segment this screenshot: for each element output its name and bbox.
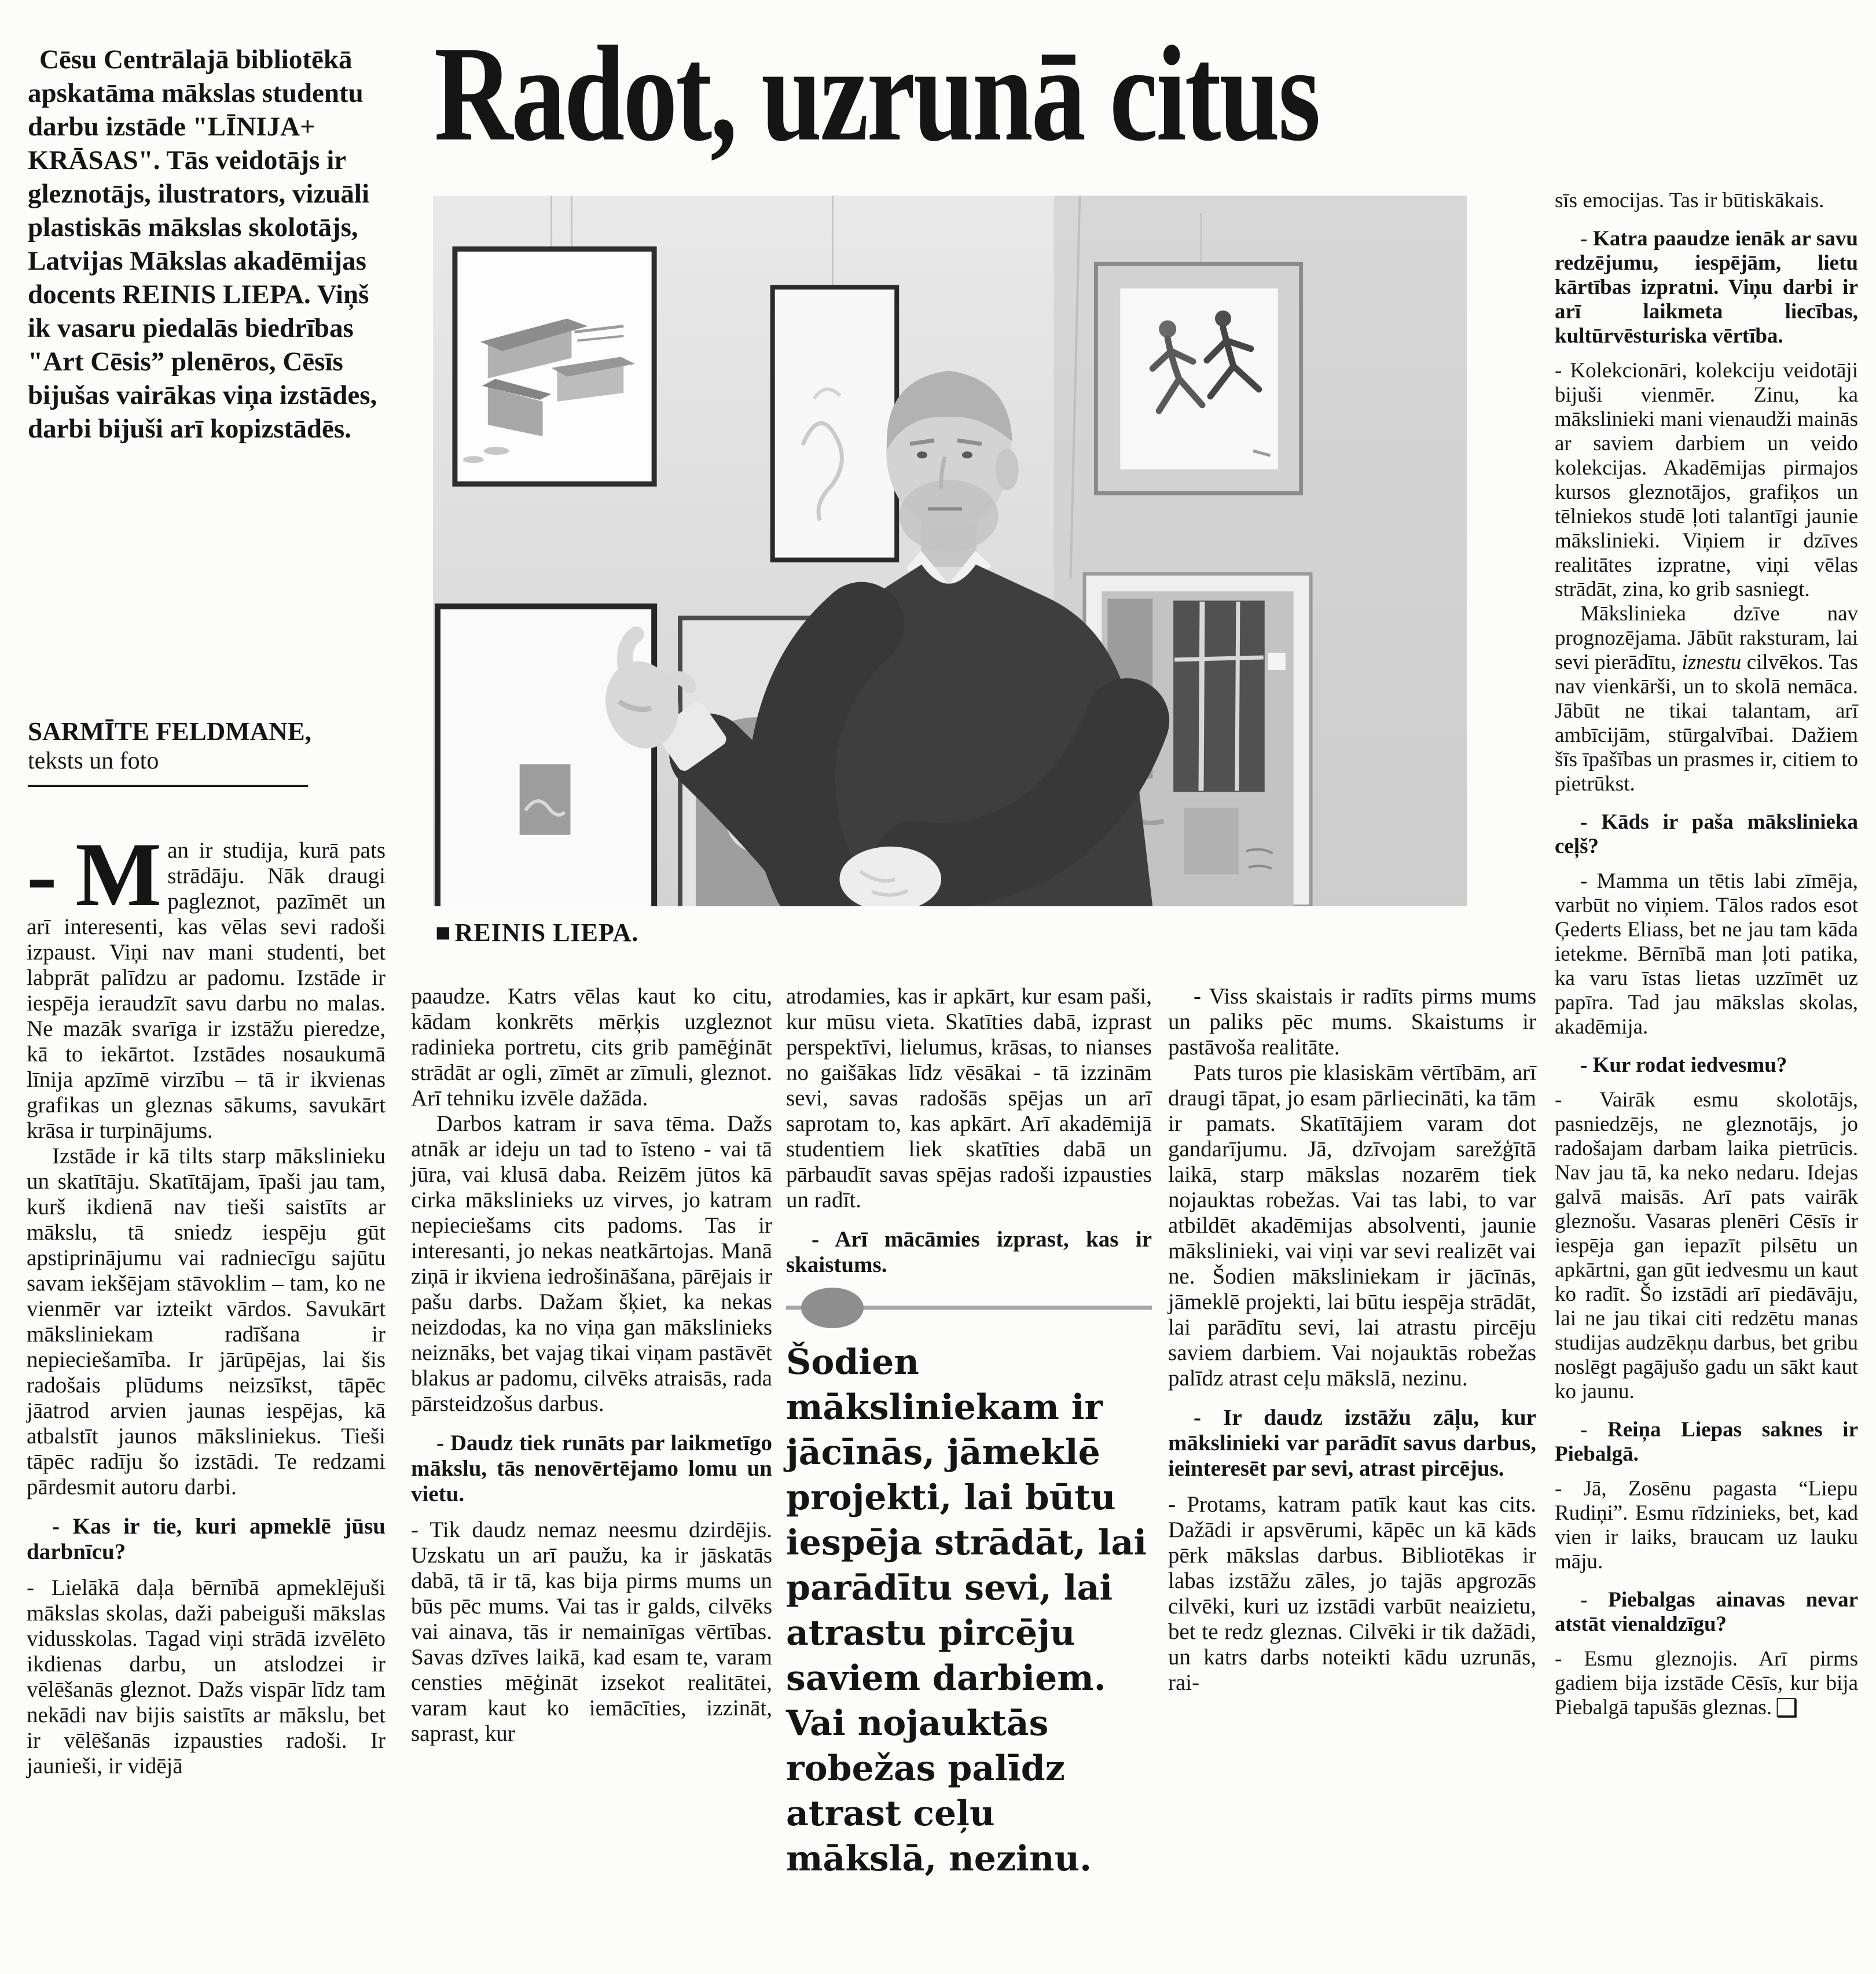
question-paragraph: - Reiņa Liepas saknes ir Piebalgā. — [1555, 1418, 1858, 1466]
question-paragraph: - Kas ir tie, kuri apmeklē jūsu darbnīcu? — [27, 1514, 386, 1564]
framed-artwork-faint-sketch — [773, 287, 897, 560]
paragraph: Darbos katram ir sava tēma. Dažs atnāk ar ideju un tad to īsteno - vai tā jūra, vai klusā daba. Reizēm jūtos kā cirka mākslinieks uz virves, jo katram nepieciešams cits padoms. Tas ir interesanti, jo nekas neatkārtojas. Manā ziņā ir ikviena iedrošināšana, pārējais ir pašu darbs. Dažam šķiet, ka nekas neizdodas, ka no viņa gan mākslinieks neiznāks, bet vajag tikai viņam pastāvēt blakus ar padomu, cilvēks atraisās, rada pārsteidzošus darbus. — [411, 1111, 772, 1416]
headline-text: Radot, uzrunā citus — [434, 19, 1319, 170]
question-paragraph: - Arī mācāmies izprast, kas ir skaistums. — [786, 1227, 1152, 1277]
paragraph: Mākslinieka dzīve nav prognozējama. Jābūt raksturam, lai sevi pierādītu, iznestu cilvēkos. Tas nav vienkārši, un to skolā nemāca. Jābūt ne tikai talantam, arī ambīcijām, stūrgalvībai. Dažiem šīs īpašības un prasmes ir, citiem to pietrūkst. — [1555, 602, 1858, 796]
paragraph: - Viss skaistais ir radīts pirms mums un paliks pēc mums. Skaistums ir pastāvoša realitāte. — [1168, 984, 1536, 1060]
emphasized-word: iznestu — [1682, 650, 1742, 674]
paragraph: Izstāde ir kā tilts starp mākslinieku un skatītāju. Skatītājam, īpaši jau tam, kurš ikdienā nav tieši saistīts ar mākslu, tā sniedz iespēju gūt apstiprinājumu vai radniecīgu sajūtu savam iekšējam stāvoklim – tam, ko ne vienmēr var izteikt vārdos. Savukārt māksliniekam radīšana ir nepieciešamība. Ir jārūpējas, lai šis radošais plūdums neizsīkst, tāpēc jāatrod arvien jaunas iespējas, kā atbalstīt jaunos māksliniekus. Tieši tāpēc radīju šo izstādi. Te redzami pārdesmit autoru darbi. — [27, 1144, 386, 1499]
paragraph: Pats turos pie klasiskām vērtībām, arī draugi tāpat, jo esam pārliecināti, ka tām ir pamats. Skatītājiem varam dot gandarījumu. Jā, dzīvojam sarežģītā laikā, starp mākslas nozarēm tiek nojauktas robežas. Vai tas labi, to var atbildēt akadēmijas absolventi, jaunie mākslinieki, vai viņi var sevi realizēt vai ne. Šodien māksliniekam ir jācīnās, jāmeklē projekti, lai būtu iespēja strādāt, lai parādītu sevi, lai atrastu pircēju saviem darbiem. Vai nojauktās robežas palīdz atrast ceļu mākslā, nezinu. — [1168, 1060, 1536, 1391]
article-column-1 — [27, 824, 386, 1779]
question-paragraph: - Piebalgas ainavas nevar atstāt vienaldzīgu? — [1555, 1588, 1858, 1636]
paragraph: - Tik daudz nemaz neesmu dzirdējis. Uzskatu un arī paužu, ka ir jāskatās dabā, tā ir tā, kas bija pirms mums un būs pēc mums. Vai tas ir galds, cilvēks vai ainava, tās ir nemainīgas vērtības. Savas dzīves laikā, kad esam te, varam censties mēģināt izsekot realitātei, varam kaut ko iemācīties, izzināt, saprast, kur — [411, 1517, 772, 1746]
question-paragraph: - Kāds ir paša mākslinieka ceļš? — [1555, 810, 1858, 858]
paragraph: paaudze. Katrs vēlas kaut ko citu, kādam konkrēts mērķis uzgleznot radinieka portretu, cits grib pamēģināt strādāt ar ogli, zīmēt ar zīmuli, gleznot. Arī tehniku izvēle dažāda. — [411, 984, 772, 1111]
byline — [28, 716, 329, 787]
paragraph: sīs emocijas. Tas ir būtiskākais. — [1555, 189, 1824, 212]
byline-author: SARMĪTE FELDMANE, — [28, 717, 312, 746]
paragraph: - Lielākā daļa bērnībā apmeklējuši mākslas skolas, daži pabeiguši mākslas vidusskolas. Tagad viņi strādā izvēlēto ikdienas darbu, un atslodzei ir vēlēšanās gleznot. Dažs vispār līdz tam nekādi nav bijis saistīts ar mākslu, bet ir vēlēšanās izpausties radoši. Ir jaunieši, ir vidējā — [27, 1575, 386, 1778]
question-paragraph: - Kur rodat iedvesmu? — [1580, 1053, 1787, 1077]
headline — [434, 19, 1540, 170]
photo-caption — [435, 918, 638, 947]
article-column-4 — [1168, 984, 1536, 1696]
paragraph: - Mamma un tētis labi zīmēja, varbūt no viņiem. Tālos rados esot Ģederts Eliass, bet ne jau tam kāda ietekme. Bērnībā man ļoti patika, ka varu īstas lietas uzzīmēt uz papīra. Tad jau mākslas skolas, akadēmija. — [1555, 869, 1858, 1039]
end-of-article-mark: ❑ — [1775, 1694, 1798, 1722]
article-column-2 — [411, 984, 772, 1747]
pull-quote: Šodien māksliniekam ir jācīnās, jāmeklē projekti, lai būtu iespēja strādāt, lai parādītu sevi, lai atrastu pircēju saviem darbiem. Vai nojauktās robežas palīdz atrast ceļu mākslā, nezinu. — [786, 1342, 1147, 1879]
paragraph: - Vairāk esmu skolotājs, pasniedzējs, ne gleznotājs, jo radošajam darbam laika pietrūcis. Nav jau tā, ka neko nedaru. Idejas galvā maisās. Arī pats vairāk gleznošu. Vasaras plenēri Cēsīs ir iespēja gan iepazīt pilsētu un apkārtni, gan gūt iedvesmu un kaut ko radīt. Šo izstādi arī piedāvāju, lai ne jau tikai citi redzētu manas studijas audzēkņu darbus, bet gribu noslēgt pagājušo gadu un sākt kaut ko jaunu. — [1555, 1088, 1858, 1403]
article-photo — [433, 196, 1467, 906]
byline-rule — [28, 785, 308, 787]
question-paragraph: - Daudz tiek runāts par laikmetīgo mākslu, tās nenovērtējamo lomu un vietu. — [411, 1431, 772, 1506]
byline-role: teksts un foto — [28, 748, 159, 774]
intro-block — [28, 43, 386, 446]
question-paragraph: - Ir daudz izstāžu zāļu, kur mākslinieki var parādīt savus darbus, ieinteresēt par sevi, atrast pircējus. — [1168, 1405, 1536, 1481]
paragraph: - Protams, katram patīk kaut kas cits. Dažādi ir apsvērumi, kāpēc un kā kāds pērk mākslas darbus. Bibliotēkas ir labas izstāžu zāles, jo tajās apgrozās cilvēki, kuri uz izstādi varbūt neaizietu, bet te redz gleznas. Cilvēki ir tik dažādi, un katrs darbs noteikti kādu uzrunās, rai- — [1168, 1492, 1536, 1695]
caption-text: REINIS LIEPA. — [454, 918, 639, 947]
paragraph: - Jā, Zosēnu pagasta “Liepu Rudiņi”. Esmu rīdzinieks, bet, kad vien ir laiks, braucam uz lauku māju. — [1555, 1477, 1858, 1574]
framed-artwork-farm-sketch — [455, 249, 654, 484]
paragraph: atrodamies, kas ir apkārt, kur esam paši, kur mūsu vieta. Skatīties dabā, izprast perspektīvi, lielumus, krāsas, to nianses no gaišākas līdz vēsākai - tā izzinām sevi, savas radošās spējas un arī saprotam to, kas apkārt. Arī akadēmijā studentiem liek skatīties dabā un pārbaudīt savas spējas radoši izpausties un radīt. — [786, 984, 1152, 1212]
photo-illustration — [433, 196, 1467, 906]
paragraph: - Kolekcionāri, kolekciju veidotāji bijuši vienmēr. Zinu, ka mākslinieki mani vienaudži mainās ar saviem darbiem un veido kolekcijas. Akadēmijas pirmajos kursos gleznotājos, grafiķos un tēlniekos studē ļoti talantīgi jaunie mākslinieki. Viņiem ir dzīves realitātes izpratne, viņi vēlas strādāt, zina, ko grib sasniegt. — [1555, 359, 1858, 601]
caption-square-icon: ■ — [435, 918, 451, 947]
article-column-3 — [786, 984, 1152, 1881]
article-column-5 — [1555, 189, 1858, 1721]
pullquote-divider — [786, 1306, 1152, 1310]
paragraph: - Esmu gleznojis. Arī pirms gadiem bija izstāde Cēsīs, kur bija Piebalgā tapušās gleznas. ❑ — [1555, 1647, 1858, 1722]
divider-dot — [801, 1288, 864, 1328]
lead-paragraph: - M an ir studija, kurā pats strādāju. Nāk draugi pagleznot, pazīmēt un arī interesenti, kas vēlas sevi radoši izpaust. Viņi nav mani studenti, bet labprāt palīdzu ar padomu. Izstāde ir iespēja ieraudzīt savu darbu no malas. Ne mazāk svarīga ir izstāžu pieredze, kā to iekārtot. Izstādes nosaukumā līnija apzīmē virzību – tā ir ikvienas grafikas un gleznas sākums, savukārt krāsa ir turpinājums. — [27, 824, 386, 1143]
framed-artwork-running-figures — [1096, 264, 1301, 493]
intro-text: Cēsu Centrālajā bibliotēkā apskatāma mākslas studentu darbu izstāde "LĪNIJA+ KRĀSAS". Tās veidotājs ir gleznotājs, ilustrators, vizuāli plastiskās mākslas skolotājs, Latvijas Mākslas akadēmijas docents REINIS LIEPA. Viņš ik vasaru piedalās biedrības "Art Cēsis” plenēros, Cēsīs bijušas vairākas viņa izstādes, darbi bijuši arī kopizstādēs. — [28, 45, 377, 444]
question-paragraph: - Katra paaudze ienāk ar savu redzējumu, iespējām, lietu kārtības izpratni. Viņu darbi ir arī laikmeta liecības, kultūrvēsturiska vērtība. — [1555, 227, 1858, 348]
drop-cap: - M — [27, 824, 160, 925]
